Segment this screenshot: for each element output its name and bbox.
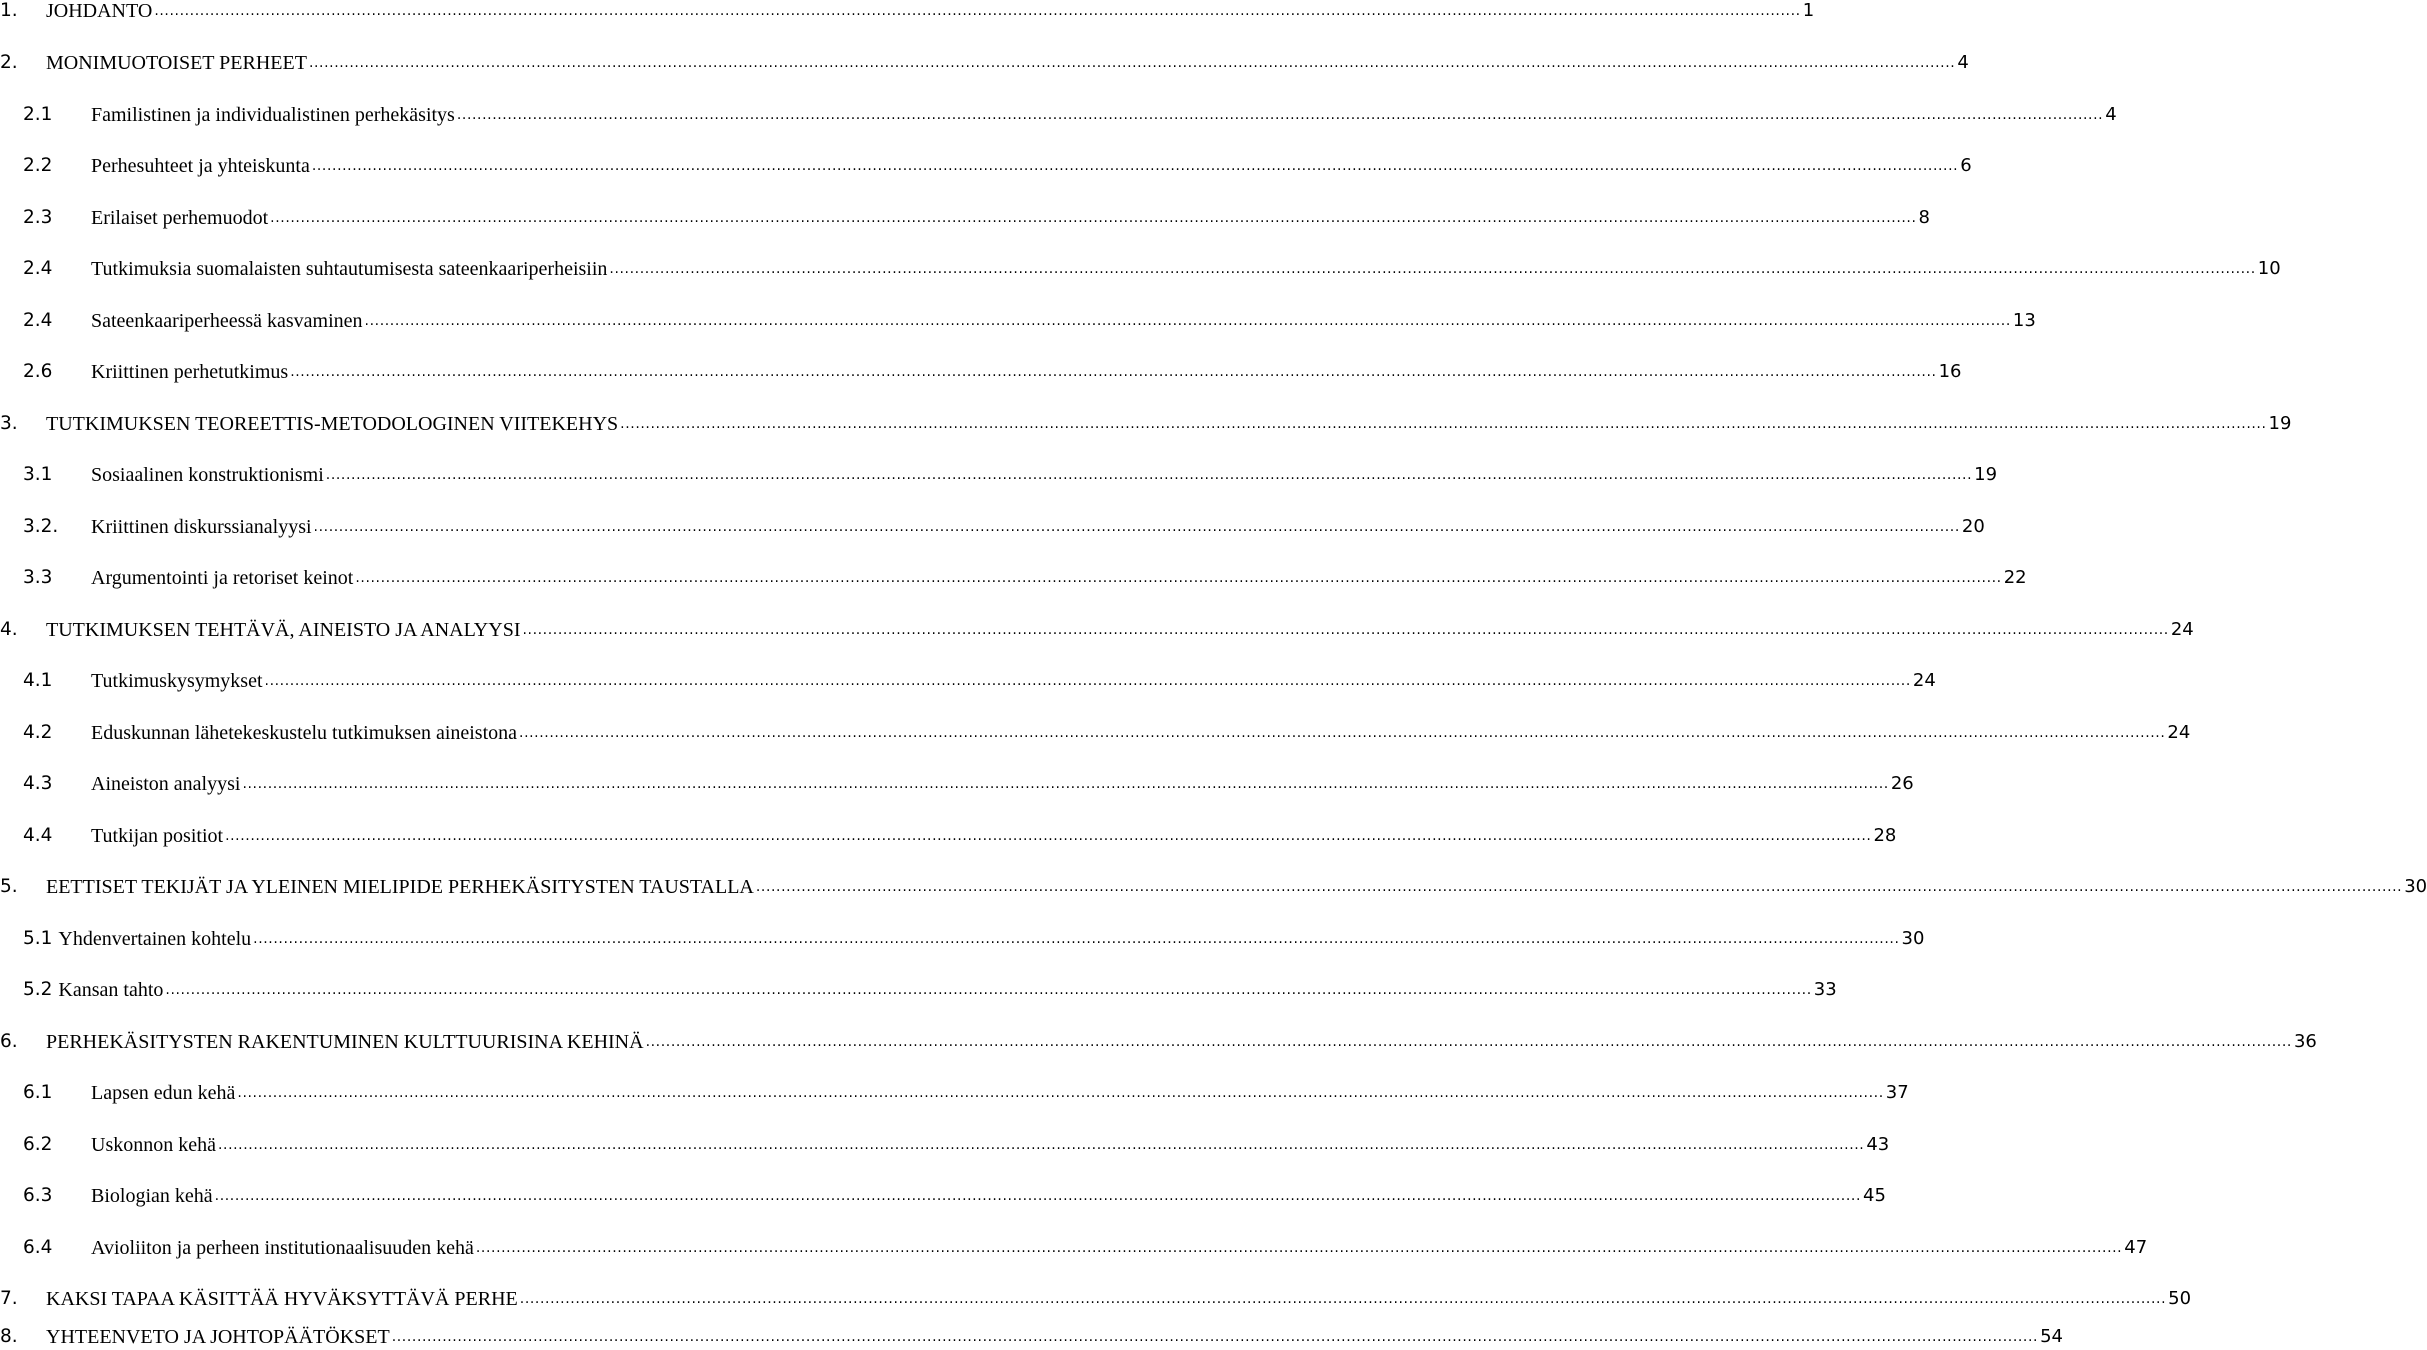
toc-entry-number: 2.4 bbox=[23, 310, 53, 331]
toc-entry-page: 30 bbox=[1901, 928, 1925, 949]
toc-entry-number: 3.1 bbox=[23, 464, 53, 485]
dot-leader bbox=[154, 0, 1800, 22]
toc-entry[interactable] bbox=[0, 353, 1962, 383]
toc-entry[interactable] bbox=[0, 1318, 2063, 1348]
toc-entry[interactable] bbox=[0, 662, 1936, 692]
toc-entry-title: Biologian kehä bbox=[91, 1185, 213, 1207]
dot-leader bbox=[392, 1326, 2038, 1348]
toc-entry-number: 6.4 bbox=[23, 1237, 53, 1258]
toc-entry-title: Tutkijan positiot bbox=[91, 825, 224, 847]
toc-entry-number: 2.1 bbox=[23, 104, 53, 125]
toc-entry-title: Eduskunnan lähetekeskustelu tutkimuksen aineistona bbox=[91, 722, 518, 744]
toc-entry-number: 3. bbox=[0, 413, 18, 434]
toc-entry-title: Sateenkaariperheessä kasvaminen bbox=[91, 310, 363, 332]
dot-leader bbox=[218, 1134, 1864, 1156]
toc-entry-title: Kansan tahto bbox=[58, 979, 164, 1001]
toc-entry-page: 22 bbox=[2003, 567, 2027, 588]
dot-leader bbox=[620, 413, 2266, 435]
toc-entry-page: 10 bbox=[2257, 258, 2281, 279]
toc-entry[interactable] bbox=[0, 1177, 1886, 1207]
dot-leader bbox=[309, 52, 1955, 74]
toc-entry-page: 50 bbox=[2168, 1288, 2192, 1309]
toc-entry-number: 3.3 bbox=[23, 567, 53, 588]
toc-entry[interactable] bbox=[0, 508, 1985, 538]
toc-entry-page: 6 bbox=[1960, 155, 1972, 176]
toc-entry[interactable] bbox=[0, 714, 2191, 744]
toc-entry-page: 4 bbox=[2105, 104, 2117, 125]
toc-entry-page: 8 bbox=[1918, 207, 1930, 228]
toc-entry[interactable] bbox=[0, 96, 2117, 126]
toc-entry[interactable] bbox=[0, 920, 1925, 950]
dot-leader bbox=[355, 567, 2001, 589]
dot-leader bbox=[646, 1031, 2292, 1053]
toc-entry-page: 33 bbox=[1813, 979, 1837, 1000]
toc-entry[interactable] bbox=[0, 250, 2281, 280]
toc-entry-page: 16 bbox=[1938, 361, 1962, 382]
toc-entry-title: KAKSI TAPAA KÄSITTÄÄ HYVÄKSYTTÄVÄ PERHE bbox=[46, 1288, 518, 1310]
toc-entry-page: 19 bbox=[2268, 413, 2292, 434]
toc-entry[interactable] bbox=[0, 1280, 2192, 1310]
toc-entry-title: TUTKIMUKSEN TEOREETTIS-METODOLOGINEN VIITEKEHYS bbox=[46, 413, 619, 435]
toc-entry-title: Tutkimuksia suomalaisten suhtautumisesta sateenkaariperheisiin bbox=[91, 258, 608, 280]
toc-entry-title: PERHEKÄSITYSTEN RAKENTUMINEN KULTTUURISINA KEHINÄ bbox=[46, 1031, 644, 1053]
toc-entry-title: Perhesuhteet ja yhteiskunta bbox=[91, 155, 310, 177]
toc-entry-number: 4.3 bbox=[23, 773, 53, 794]
toc-entry-page: 19 bbox=[1974, 464, 1998, 485]
toc-entry-title: Yhdenvertainen kohtelu bbox=[58, 928, 252, 950]
toc-entry-page: 36 bbox=[2293, 1031, 2317, 1052]
toc-entry[interactable] bbox=[0, 44, 1969, 74]
toc-entry[interactable] bbox=[0, 0, 1815, 22]
toc-entry-title: TUTKIMUKSEN TEHTÄVÄ, AINEISTO JA ANALYYSI bbox=[46, 619, 521, 641]
toc-entry-page: 20 bbox=[1961, 516, 1985, 537]
toc-entry[interactable] bbox=[0, 405, 2292, 435]
dot-leader bbox=[290, 361, 1936, 383]
dot-leader bbox=[520, 1288, 2166, 1310]
toc-entry-number: 3.2. bbox=[23, 516, 59, 537]
toc-entry[interactable] bbox=[0, 971, 1837, 1001]
toc-entry-title: Avioliiton ja perheen institutionaalisuuden kehä bbox=[91, 1237, 474, 1259]
toc-entry-number: 4.4 bbox=[23, 825, 53, 846]
toc-entry-number: 5. bbox=[0, 876, 18, 897]
toc-entry-page: 26 bbox=[1890, 773, 1914, 794]
toc-entry-title: Erilaiset perhemuodot bbox=[91, 207, 269, 229]
toc-entry[interactable] bbox=[0, 147, 1972, 177]
dot-leader bbox=[265, 670, 1911, 692]
toc-entry-number: 6.2 bbox=[23, 1134, 53, 1155]
toc-entry-title: Kriittinen diskurssianalyysi bbox=[91, 516, 312, 538]
toc-entry-page: 30 bbox=[2404, 876, 2427, 897]
dot-leader bbox=[215, 1185, 1861, 1207]
toc-entry[interactable] bbox=[0, 1023, 2317, 1053]
dot-leader bbox=[314, 516, 1960, 538]
toc-entry-number: 4.2 bbox=[23, 722, 53, 743]
toc-entry-number: 5.1 bbox=[23, 928, 53, 949]
dot-leader bbox=[165, 979, 1811, 1001]
toc-entry[interactable] bbox=[0, 611, 2194, 641]
toc-entry-title: Familistinen ja individualistinen perhekäsitys bbox=[91, 104, 455, 126]
dot-leader bbox=[519, 722, 2165, 744]
dot-leader bbox=[312, 155, 1958, 177]
toc-entry[interactable] bbox=[0, 1229, 2148, 1259]
toc-entry[interactable] bbox=[0, 817, 1897, 847]
toc-entry-page: 1 bbox=[1802, 0, 1815, 21]
dot-leader bbox=[522, 619, 2168, 641]
dot-leader bbox=[457, 104, 2103, 126]
toc-entry-page: 43 bbox=[1866, 1134, 1890, 1155]
toc-entry-number: 6. bbox=[0, 1031, 18, 1052]
dot-leader bbox=[225, 825, 1871, 847]
toc-entry-number: 1. bbox=[0, 0, 18, 21]
toc-entry-title: JOHDANTO bbox=[46, 0, 153, 22]
toc-entry-title: Uskonnon kehä bbox=[91, 1134, 216, 1156]
toc-entry-number: 8. bbox=[0, 1326, 18, 1347]
toc-entry-number: 5.2 bbox=[23, 979, 53, 1000]
toc-entry-page: 37 bbox=[1885, 1082, 1909, 1103]
toc-entry[interactable] bbox=[0, 868, 2427, 898]
toc-entry-title: MONIMUOTOISET PERHEET bbox=[46, 52, 307, 74]
dot-leader bbox=[609, 258, 2255, 280]
toc-entry-number: 2.4 bbox=[23, 258, 53, 279]
toc-entry-page: 28 bbox=[1873, 825, 1897, 846]
dot-leader bbox=[242, 773, 1888, 795]
toc-entry-title: Sosiaalinen konstruktionismi bbox=[91, 464, 324, 486]
toc-entry[interactable] bbox=[0, 1074, 1909, 1104]
toc-entry-number: 2.3 bbox=[23, 207, 53, 228]
toc-entry-page: 24 bbox=[2167, 722, 2191, 743]
toc-entry-number: 6.1 bbox=[23, 1082, 53, 1103]
dot-leader bbox=[326, 464, 1972, 486]
dot-leader bbox=[756, 876, 2402, 898]
toc-entry-number: 4.1 bbox=[23, 670, 53, 691]
dot-leader bbox=[270, 207, 1916, 229]
toc-entry-page: 13 bbox=[2012, 310, 2036, 331]
toc-entry[interactable] bbox=[0, 765, 1914, 795]
toc-entry-number: 6.3 bbox=[23, 1185, 53, 1206]
dot-leader bbox=[476, 1237, 2122, 1259]
toc-entry[interactable] bbox=[0, 199, 1930, 229]
toc-entry-page: 4 bbox=[1957, 52, 1969, 73]
toc-entry-page: 47 bbox=[2124, 1237, 2148, 1258]
toc-entry-number: 2.2 bbox=[23, 155, 53, 176]
toc-entry-page: 24 bbox=[1912, 670, 1936, 691]
toc-entry-number: 7. bbox=[0, 1288, 18, 1309]
toc-entry[interactable] bbox=[0, 559, 2027, 589]
toc-entry-title: Aineiston analyysi bbox=[91, 773, 241, 795]
toc-entry[interactable] bbox=[0, 302, 2036, 332]
toc-entry-title: Tutkimuskysymykset bbox=[91, 670, 263, 692]
toc-entry-number: 2. bbox=[0, 52, 18, 73]
toc-entry-page: 54 bbox=[2040, 1326, 2063, 1347]
dot-leader bbox=[237, 1082, 1883, 1104]
toc-entry-page: 45 bbox=[1863, 1185, 1886, 1206]
toc-entry-title: Argumentointi ja retoriset keinot bbox=[91, 567, 354, 589]
toc-entry[interactable] bbox=[0, 456, 1998, 486]
toc-entry-number: 2.6 bbox=[23, 361, 53, 382]
toc-entry-number: 4. bbox=[0, 619, 18, 640]
toc-entry-title: Lapsen edun kehä bbox=[91, 1082, 236, 1104]
dot-leader bbox=[253, 928, 1899, 950]
toc-entry-page: 24 bbox=[2170, 619, 2194, 640]
dot-leader bbox=[365, 310, 2011, 332]
toc-entry[interactable] bbox=[0, 1126, 1890, 1156]
toc-entry-title: YHTEENVETO JA JOHTOPÄÄTÖKSET bbox=[46, 1326, 390, 1348]
toc-entry-title: Kriittinen perhetutkimus bbox=[91, 361, 289, 383]
toc-entry-title: EETTISET TEKIJÄT JA YLEINEN MIELIPIDE PERHEKÄSITYSTEN TAUSTALLA bbox=[46, 876, 754, 898]
